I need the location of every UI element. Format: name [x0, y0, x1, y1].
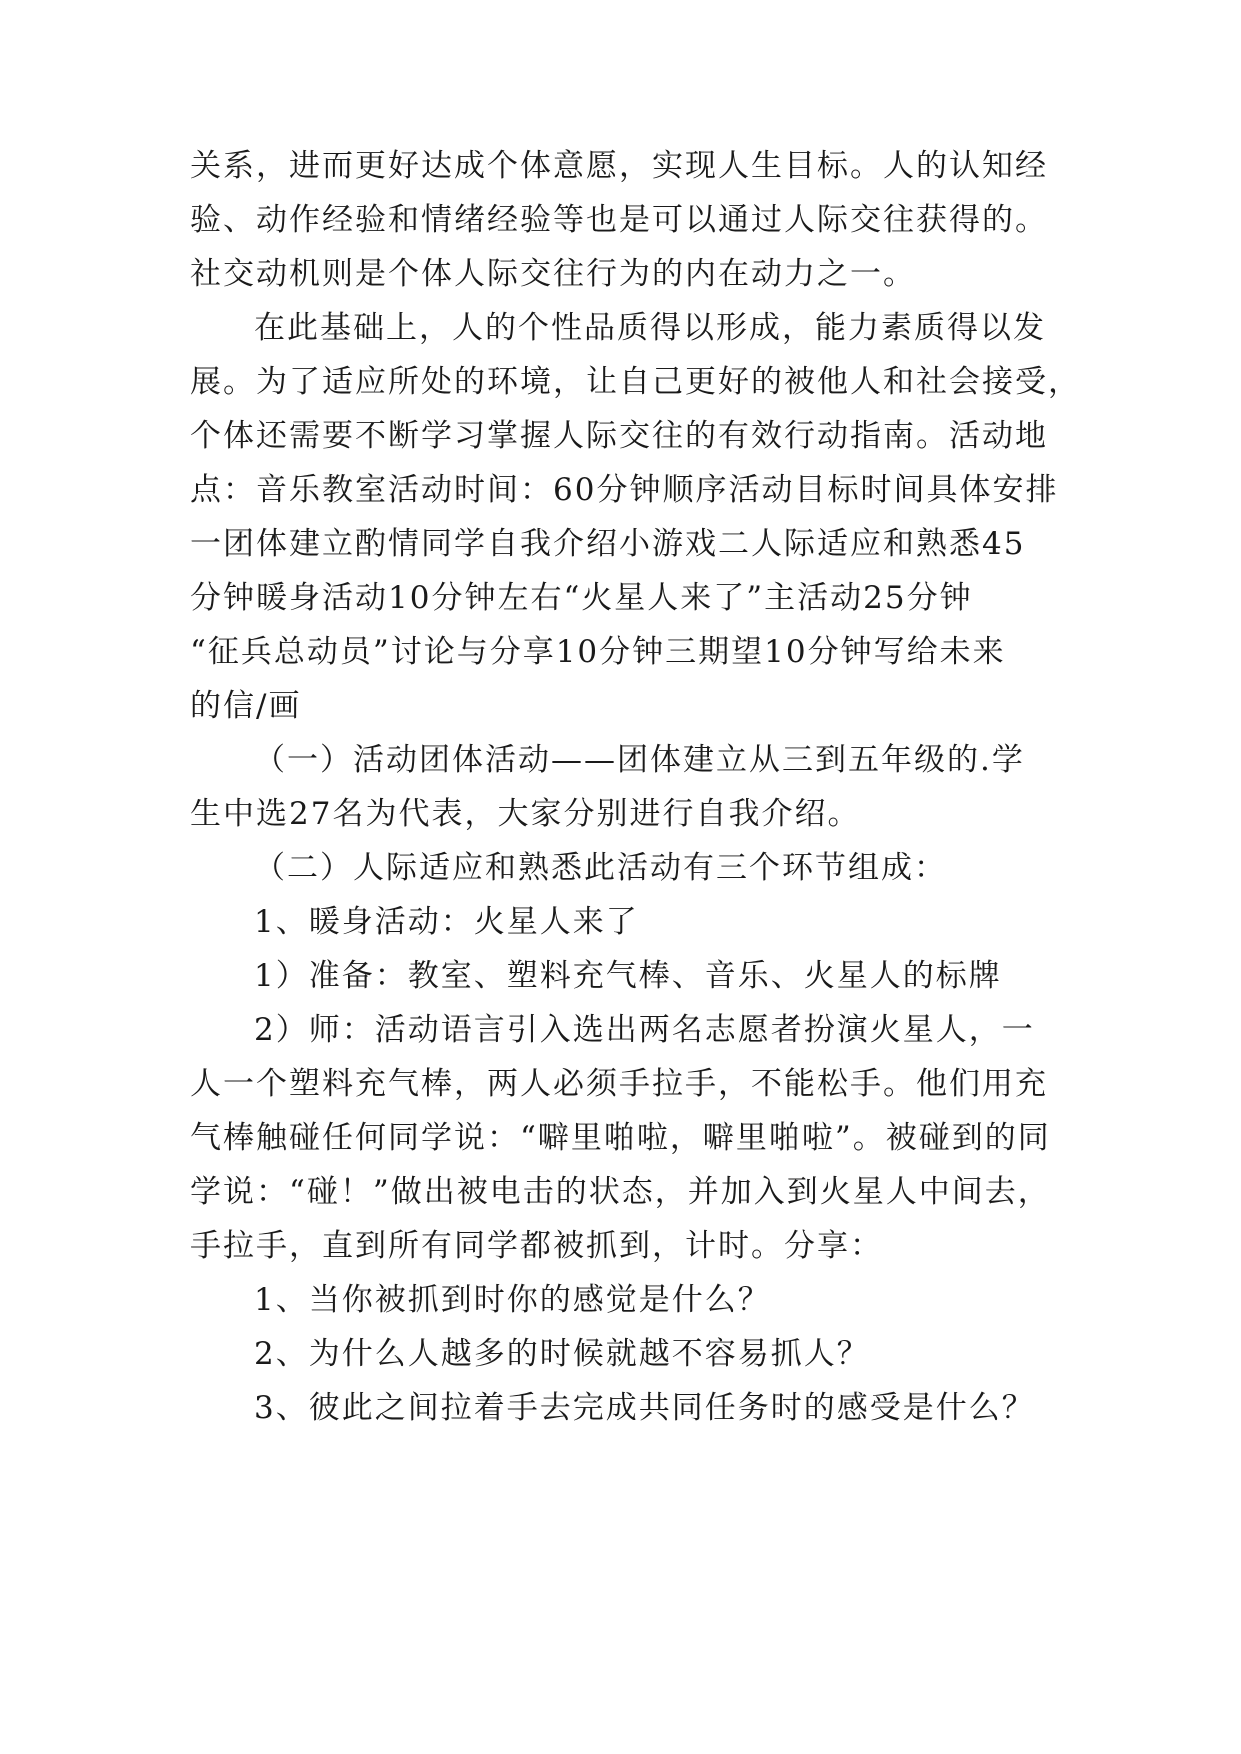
- section-heading-2: （二）人际适应和熟悉此活动有三个环节组成：: [254, 850, 947, 886]
- text-line: “征兵总动员”讨论与分享10分钟三期望10分钟写给未来: [190, 634, 1006, 670]
- question-item: 3、彼此之间拉着手去完成共同任务时的感受是什么？: [254, 1390, 1035, 1426]
- text-line: 分钟暖身活动10分钟左右“火星人来了”主活动25分钟: [190, 580, 973, 616]
- question-item: 2、为什么人越多的时候就越不容易抓人？: [254, 1336, 870, 1372]
- text-line: 关系，进而更好达成个体意愿，实现人生目标。人的认知经: [190, 148, 1048, 184]
- text-line: 一团体建立酌情同学自我介绍小游戏二人际适应和熟悉45: [190, 526, 1026, 562]
- text-line: 生中选27名为代表，大家分别进行自我介绍。: [190, 796, 861, 832]
- text-line: 个体还需要不断学习掌握人际交往的有效行动指南。活动地: [190, 418, 1048, 454]
- list-item: 1）准备：教室、塑料充气棒、音乐、火星人的标牌: [254, 958, 1002, 994]
- text-line: 验、动作经验和情绪经验等也是可以通过人际交往获得的。: [190, 202, 1048, 238]
- list-item: 2）师：活动语言引入选出两名志愿者扮演火星人，一: [254, 1012, 1035, 1048]
- text-line: 学说：“碰！”做出被电击的状态，并加入到火星人中间去，: [190, 1174, 1051, 1210]
- text-line: 点：音乐教室活动时间：60分钟顺序活动目标时间具体安排: [190, 472, 1059, 508]
- text-line: 社交动机则是个体人际交往行为的内在动力之一。: [190, 256, 916, 292]
- text-line: 人一个塑料充气棒，两人必须手拉手，不能松手。他们用充: [190, 1066, 1048, 1102]
- question-item: 1、当你被抓到时你的感觉是什么？: [254, 1282, 771, 1318]
- section-heading-1: （一）活动团体活动——团体建立从三到五年级的.学: [254, 742, 1025, 778]
- list-item: 1、暖身活动：火星人来了: [254, 904, 639, 940]
- paragraph-first-line: 在此基础上，人的个性品质得以形成，能力素质得以发: [254, 310, 1046, 346]
- text-line: 的信/画: [190, 688, 302, 724]
- text-line: 手拉手，直到所有同学都被抓到，计时。分享：: [190, 1228, 883, 1264]
- text-line: 展。为了适应所处的环境，让自己更好的被他人和社会接受，: [190, 364, 1081, 400]
- text-line: 气棒触碰任何同学说：“噼里啪啦，噼里啪啦”。被碰到的同: [190, 1120, 1051, 1156]
